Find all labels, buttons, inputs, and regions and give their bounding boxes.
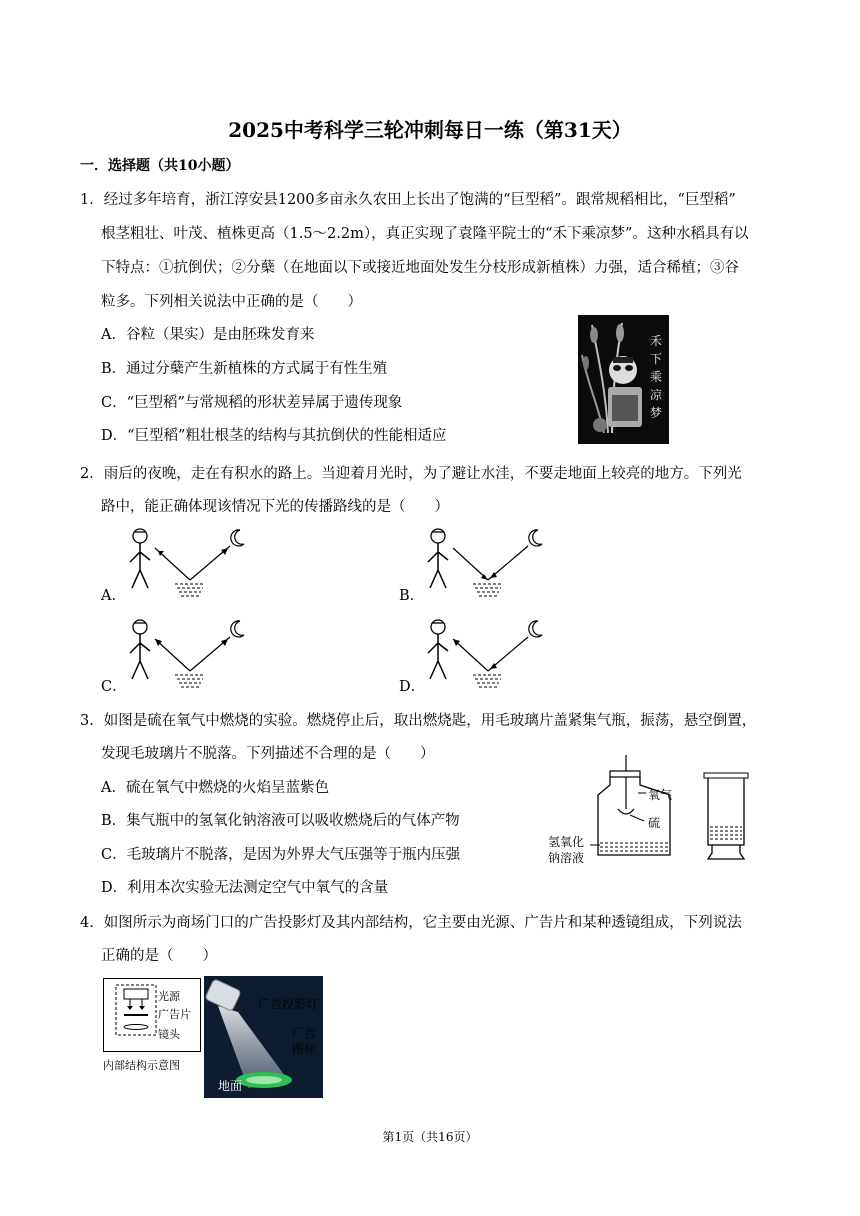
image-caption-char: 禾 xyxy=(650,334,663,348)
q3-option-b: B．集气瓶中的氢氧化钠溶液可以吸收燃烧后的气体产物 xyxy=(101,813,460,829)
q3-stem-line: 3．如图是硫在氧气中燃烧的实验。燃烧停止后，取出燃烧匙，用毛玻璃片盖紧集气瓶，振荡，悬空倒置， xyxy=(80,713,757,729)
q2-option-b-diagram xyxy=(418,522,558,604)
label-lens: 镜头 xyxy=(158,1028,180,1041)
q1-stem-line: 粒多。下列相关说法中正确的是（ ） xyxy=(101,294,362,310)
label-sulfur: 硫 xyxy=(648,816,661,830)
q2-option-d-diagram xyxy=(418,613,558,695)
q4-stem-line: 正确的是（ ） xyxy=(101,948,217,964)
q1-stem-line: 下特点：①抗倒伏；②分蘖（在地面以下或接近地面处发生分枝形成新植株）力强，适合稀植；③谷 xyxy=(101,260,739,276)
q1-option-d: D．“巨型稻”粗壮根茎的结构与其抗倒伏的性能相适应 xyxy=(101,428,447,444)
image-caption-char: 凉 xyxy=(650,388,663,402)
q1-option-c: C．“巨型稻”与常规稻的形状差异属于遗传现象 xyxy=(101,395,403,411)
label-light-source: 光源 xyxy=(158,990,180,1003)
image-caption-char: 梦 xyxy=(650,406,663,420)
q3-stem-line: 发现毛玻璃片不脱落。下列描述不合理的是（ ） xyxy=(101,746,435,762)
q2-option-a-label: A． xyxy=(101,588,126,604)
q3-option-c: C．毛玻璃片不脱落，是因为外界大气压强等于瓶内压强 xyxy=(101,847,461,863)
label-oxygen: 氧气 xyxy=(648,788,673,802)
q2-option-d-label: D． xyxy=(399,679,426,695)
q1-stem-line: 根茎粗壮、叶茂、植株更高（1.5～2.2m），真正实现了袁隆平院士的“禾下乘凉梦”。这种水稻具有以 xyxy=(101,226,749,242)
label-logo-1: 广告 xyxy=(292,1026,317,1040)
q2-option-c-diagram xyxy=(120,613,260,695)
q2-option-b-label: B． xyxy=(399,588,425,604)
structure-caption: 内部结构示意图 xyxy=(103,1059,180,1072)
q2-option-a-diagram xyxy=(120,522,260,604)
q1-option-b: B．通过分蘖产生新植株的方式属于有性生殖 xyxy=(101,361,388,377)
q3-option-a: A．硫在氧气中燃烧的火焰呈蓝紫色 xyxy=(101,780,329,796)
label-ad-film: 广告片 xyxy=(158,1008,191,1021)
q2-option-c-label: C． xyxy=(101,679,127,695)
q1-option-a: A．谷粒（果实）是由胚珠发育来 xyxy=(101,327,315,343)
label-logo-2: 图标 xyxy=(292,1042,317,1056)
image-caption-char: 下 xyxy=(650,352,663,366)
q4-stem-line: 4．如图所示为商场门口的广告投影灯及其内部结构，它主要由光源、广告片和某种透镜组成，下列说法 xyxy=(80,915,742,931)
label-ground: 地面 xyxy=(218,1079,243,1093)
image-caption-char: 乘 xyxy=(650,370,663,384)
section-heading: 一．选择题（共10小题） xyxy=(80,158,240,174)
label-naoh-2: 钠溶液 xyxy=(548,851,585,865)
q2-stem-line: 路中，能正确体现该情况下光的传播路线的是（ ） xyxy=(101,499,449,515)
giant-rice-image xyxy=(578,315,669,444)
page-footer: 第1页（共16页） xyxy=(382,1130,478,1144)
label-naoh-1: 氢氧化 xyxy=(548,835,585,849)
q1-stem-line: 1．经过多年培育，浙江淳安县1200多亩永久农田上长出了饱满的“巨型稻”。跟常规稻相比，“巨型稻” xyxy=(80,192,736,208)
q3-option-d: D．利用本次实验无法测定空气中氧气的含量 xyxy=(101,880,389,896)
label-projector: 广告投影灯 xyxy=(258,997,319,1011)
page-title: 2025中考科学三轮冲刺每日一练（第31天） xyxy=(228,118,632,142)
q2-stem-line: 2．雨后的夜晚，走在有积水的路上。当迎着月光时，为了避让水洼，不要走地面上较亮的地方。下列光 xyxy=(80,466,742,482)
